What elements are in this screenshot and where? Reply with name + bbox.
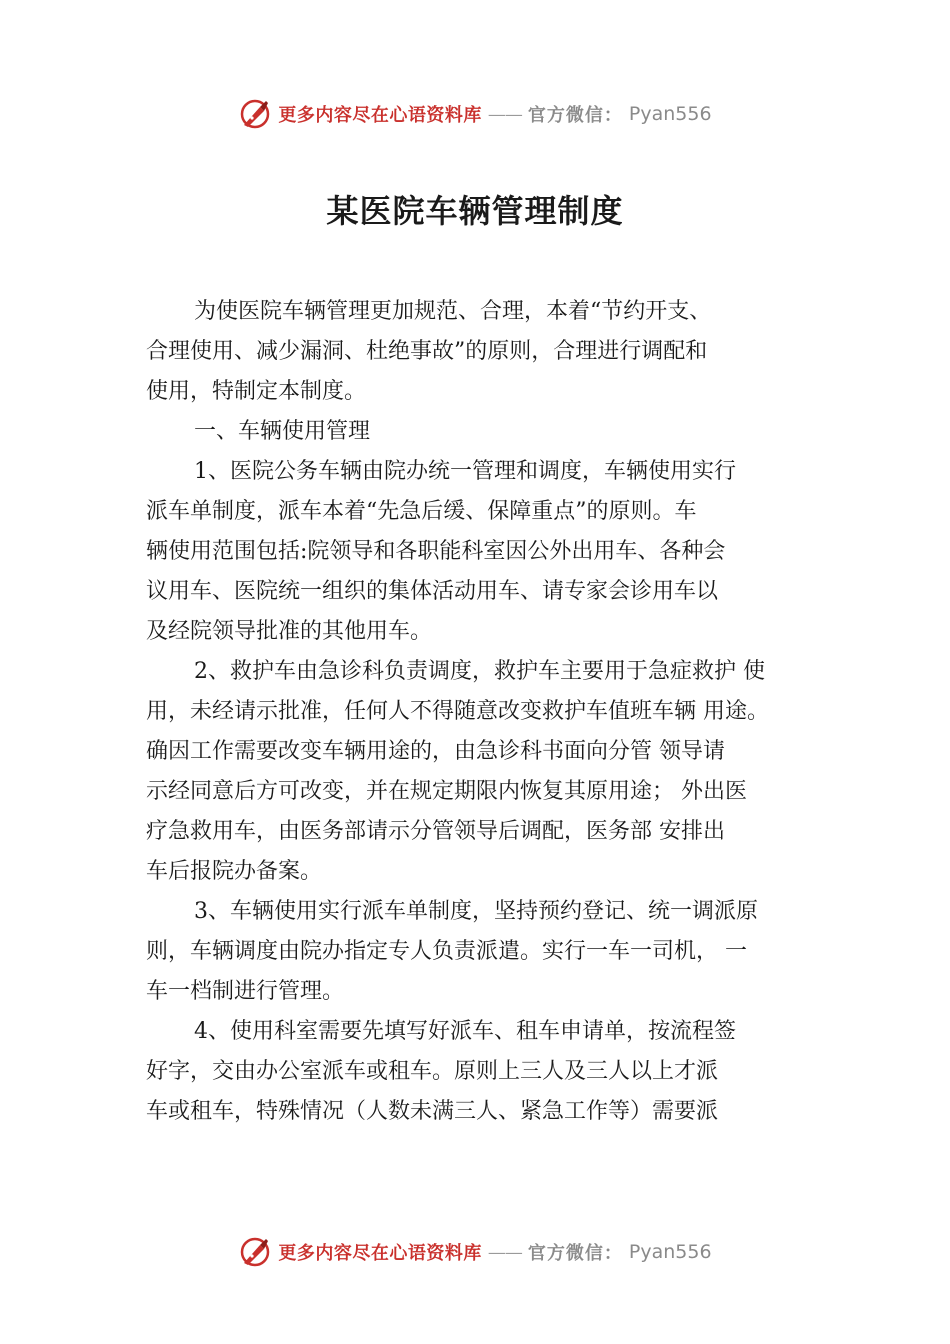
paragraph-line: 好字，交由办公室派车或租车。原则上三人及三人以上才派 — [146, 1059, 719, 1084]
paragraph-line: 则，车辆调度由院办指定专人负责派遣。实行一车一司机， 一 — [146, 939, 747, 964]
paragraph-line: 为使医院车辆管理更加规范、合理，本着“节约开支、 — [194, 299, 712, 324]
banner-dash: —— — [487, 1241, 522, 1263]
paragraph-line: 确因工作需要改变车辆用途的，由急诊科书面向分管 领导请 — [146, 739, 725, 764]
banner-wechat-id: Pyan556 — [628, 1241, 712, 1263]
banner-slogan: 更多内容尽在心语资料库 — [278, 1243, 482, 1264]
paragraph-line: 一、车辆使用管理 — [194, 419, 371, 444]
paragraph-line: 使用，特制定本制度。 — [146, 379, 367, 404]
paragraph-line: 示经同意后方可改变，并在规定期限内恢复其原用途； 外出医 — [146, 779, 747, 804]
header-watermark-banner — [0, 94, 950, 134]
paragraph-line: 4、使用科室需要先填写好派车、租车申请单，按流程签 — [194, 1019, 736, 1044]
paragraph-line: 3、车辆使用实行派车单制度，坚持预约登记、统一调派原 — [194, 899, 758, 924]
body-paragraph — [146, 1012, 846, 1132]
paragraph-line: 车后报院办备案。 — [146, 859, 323, 884]
banner-wechat-label: 官方微信： — [527, 1243, 623, 1264]
footer-watermark-banner — [0, 1232, 950, 1272]
body-paragraph — [146, 652, 846, 892]
paragraph-line: 疗急救用车，由医务部请示分管领导后调配，医务部 安排出 — [146, 819, 725, 844]
body-paragraph — [146, 892, 846, 1012]
document-title: 某医院车辆管理制度 — [326, 192, 624, 230]
paragraph-line: 1、医院公务车辆由院办统一管理和调度，车辆使用实行 — [194, 459, 736, 484]
banner-slogan: 更多内容尽在心语资料库 — [278, 105, 482, 126]
paragraph-line: 议用车、医院统一组织的集体活动用车、请专家会诊用车以 — [146, 579, 719, 604]
paragraph-line: 车或租车，特殊情况（人数未满三人、紧急工作等）需要派 — [146, 1099, 719, 1124]
document-body — [146, 292, 846, 1132]
body-paragraph — [146, 452, 846, 652]
banner-wechat-id: Pyan556 — [628, 103, 712, 125]
paragraph-line: 及经院领导批准的其他用车。 — [146, 619, 433, 644]
pen-nib-logo-icon — [238, 97, 272, 131]
paragraph-line: 辆使用范围包括:院领导和各职能科室因公外出用车、各种会 — [146, 539, 726, 564]
paragraph-line: 车一档制进行管理。 — [146, 979, 345, 1004]
body-paragraph — [146, 412, 846, 452]
paragraph-line: 2、救护车由急诊科负责调度，救护车主要用于急症救护 使 — [194, 659, 765, 684]
paragraph-line: 用，未经请示批准，任何人不得随意改变救护车值班车辆 用途。 — [146, 699, 769, 724]
banner-dash: —— — [487, 103, 522, 125]
paragraph-line: 派车单制度，派车本着“先急后缓、保障重点”的原则。车 — [146, 499, 697, 524]
pen-nib-logo-icon — [238, 1235, 272, 1269]
paragraph-line: 合理使用、减少漏洞、杜绝事故”的原则，合理进行调配和 — [146, 339, 708, 364]
banner-wechat-label: 官方微信： — [527, 105, 623, 126]
body-paragraph — [146, 292, 846, 412]
